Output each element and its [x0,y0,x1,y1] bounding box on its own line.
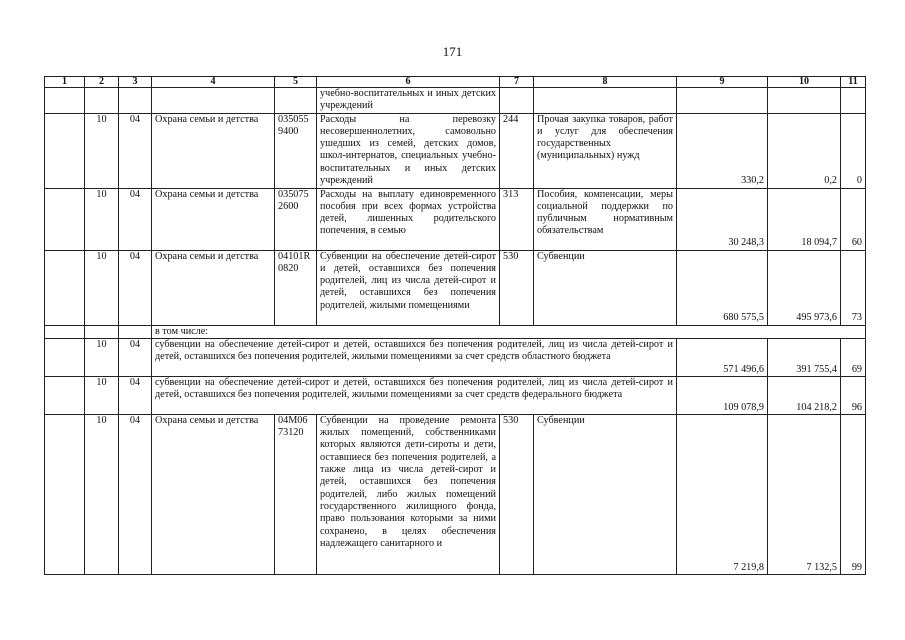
code-cell: 04101R 0820 [275,250,317,325]
subsection-cell: 04 [119,188,152,250]
code-cell: 04М06 73120 [275,414,317,574]
description-cell: Субвенции на проведение ремонта жилых помещений, собственниками которых являются дети-сироты и дети, оставшиеся без попечения родителей, а также лица из числа детей-сирот и детей, оставшихся без попечения родителей, либо жилых помещений государственного жилищного фонда, право пользования которыми за ними сохранено, в целях обеспечения надлежащего санитарного и [317,414,500,574]
amount-plan-cell: 680 575,5 [677,250,768,325]
description-cell: учебно-воспитательных и иных детских учреждений [317,88,500,114]
subsection-cell: 04 [119,250,152,325]
header-cell: 9 [677,77,768,88]
section-name-cell: Охрана семьи и детства [152,188,275,250]
subsection-cell: 04 [119,376,152,414]
code-cell: 035075 2600 [275,188,317,250]
expense-type-cell: 244 [500,113,534,188]
table-row [45,88,866,114]
amount-plan-cell: 571 496,6 [677,338,768,376]
amount-fact-cell: 104 218,2 [768,376,841,414]
subtotal-label: в том числе: [152,325,866,338]
header-cell: 10 [768,77,841,88]
header-cell: 8 [534,77,677,88]
header-cell: 5 [275,77,317,88]
table-row [45,188,866,250]
subsection-cell: 04 [119,113,152,188]
expense-type-cell: 530 [500,414,534,574]
header-cell: 3 [119,77,152,88]
header-cell: 2 [85,77,119,88]
expense-name-cell: Субвенции [534,414,677,574]
page-number: 171 [442,44,463,59]
expense-name-cell: Пособия, компенсации, меры социальной поддержки по публичным нормативным обязательствам [534,188,677,250]
header-cell: 4 [152,77,275,88]
section-cell [85,88,119,114]
section-name-cell [152,88,275,114]
subsection-cell: 04 [119,414,152,574]
subsection-cell [119,88,152,114]
wide-description-cell: субвенции на обеспечение детей-сирот и детей, оставшихся без попечения родителей, лиц из числа детей-сирот и детей, оставшихся без попечения родителей, жилыми помещениями за счет средств федерального бюджета [152,376,677,414]
section-cell: 10 [85,376,119,414]
amount-plan-cell: 109 078,9 [677,376,768,414]
amount-plan-cell: 7 219,8 [677,414,768,574]
section-name-cell: Охрана семьи и детства [152,414,275,574]
section-cell: 10 [85,188,119,250]
section-name-cell: Охрана семьи и детства [152,113,275,188]
table-row [45,325,866,338]
header-row [45,77,866,88]
table-row [45,113,866,188]
percent-cell [841,88,866,114]
expense-type-cell [500,88,534,114]
wide-description-cell: субвенции на обеспечение детей-сирот и детей, оставшихся без попечения родителей, лиц из числа детей-сирот и детей, оставшихся без попечения родителей, жилыми помещениями за счет средств областного бюджета [152,338,677,376]
subsection-cell: 04 [119,338,152,376]
percent-cell: 73 [841,250,866,325]
table-row [45,414,866,574]
expense-type-cell: 530 [500,250,534,325]
amount-fact-cell: 7 132,5 [768,414,841,574]
amount-plan-cell: 330,2 [677,113,768,188]
expense-name-cell: Субвенции [534,250,677,325]
percent-cell: 0 [841,113,866,188]
code-cell [275,88,317,114]
expense-type-cell: 313 [500,188,534,250]
section-name-cell: Охрана семьи и детства [152,250,275,325]
amount-fact-cell: 0,2 [768,113,841,188]
description-cell: Расходы на выплату единовременного пособия при всех формах устройства детей, лишенных родительского попечения, в семью [317,188,500,250]
description-cell: Расходы на перевозку несовершеннолетних, самовольно ушедших из семей, детских домов, школ-интернатов, специальных учебно-воспитательных и иных детских учреждений [317,113,500,188]
amount-fact-cell [768,88,841,114]
table-row [45,376,866,414]
table-row [45,338,866,376]
percent-cell: 99 [841,414,866,574]
percent-cell: 60 [841,188,866,250]
amount-plan-cell [677,88,768,114]
section-cell: 10 [85,338,119,376]
code-cell: 035055 9400 [275,113,317,188]
amount-plan-cell: 30 248,3 [677,188,768,250]
percent-cell: 96 [841,376,866,414]
header-cell: 7 [500,77,534,88]
header-cell: 6 [317,77,500,88]
expense-name-cell [534,88,677,114]
header-cell: 1 [45,77,85,88]
percent-cell: 69 [841,338,866,376]
section-cell: 10 [85,250,119,325]
header-cell: 11 [841,77,866,88]
amount-fact-cell: 391 755,4 [768,338,841,376]
description-cell: Субвенции на обеспечение детей-сирот и детей, оставшихся без попечения родителей, лиц из числа детей-сирот и детей, оставшихся без попечения родителей, жилыми помещениями [317,250,500,325]
expense-name-cell: Прочая закупка товаров, работ и услуг для обеспечения государственных (муниципальных) нужд [534,113,677,188]
budget-table [44,76,866,575]
section-cell: 10 [85,414,119,574]
amount-fact-cell: 495 973,6 [768,250,841,325]
section-cell: 10 [85,113,119,188]
table-row [45,250,866,325]
amount-fact-cell: 18 094,7 [768,188,841,250]
